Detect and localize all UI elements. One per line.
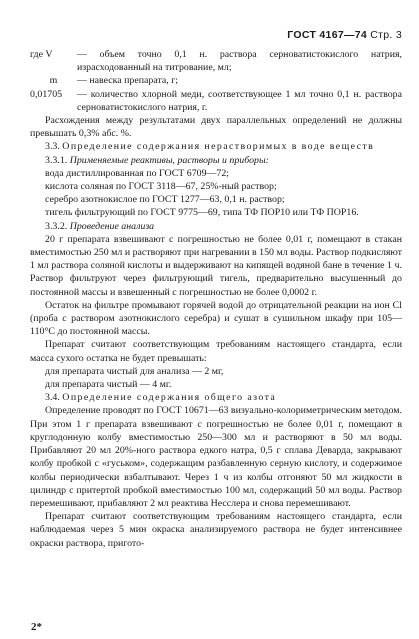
section-number: 3.3.1. xyxy=(45,154,68,166)
section-3-3-2-heading xyxy=(30,220,402,233)
limit-item: для препарата чистый для анализа — 2 мг, xyxy=(45,365,224,377)
definition-term: 0,01705 xyxy=(30,88,63,100)
reagent-item: серебро азотнокислое по ГОСТ 1277—63, 0,1 н. раствор; xyxy=(45,194,285,206)
section-number: 3.3. xyxy=(45,141,60,153)
definition-text: — объем точно 0,1 н. раствора сернoватистокислого натрия, израсходованный на титрование, мл; xyxy=(77,49,402,74)
definition-text: — количество хлорной меди, соответствующее 1 мл точно 0,1 н. раствора сернoватистокислого натрия, г. xyxy=(77,88,402,113)
section-3-3-1-heading xyxy=(30,154,402,167)
paragraph: Остаток на фильтре промывают горячей водой до отрицательной реакции на ион Cl (проба с раствором азотнокислого серебра) и сушат в сушильном шкафу при 105—110°С до постоянной массы. xyxy=(30,299,402,338)
page-body xyxy=(30,48,402,550)
limit-item: для препарата чистый — 4 мг. xyxy=(45,379,172,391)
section-title: Определение содержания нерастворимых в воде веществ xyxy=(62,141,375,153)
definition-term: m xyxy=(49,75,58,87)
paragraph: Препарат считают соответствующим требованиям настоящего стандарта, если наблюдаемая через 5 мин окраска анализируемого раствора не будет интенсивнее окраски раствора, пригото- xyxy=(30,511,402,549)
page-number: Стр. 3 xyxy=(370,29,402,41)
section-title: Определение содержания общего азота xyxy=(62,392,277,404)
reagent-item: вода дистиллированная по ГОСТ 6709—72; xyxy=(45,167,230,179)
tolerance-note: Расхождения между результатами двух параллельных определений не должны превышать 0,3% абс. %. xyxy=(30,115,402,140)
page-header xyxy=(287,29,402,42)
reagent-item: кислота соляная по ГОСТ 3118—67, 25%-ный раствор; xyxy=(45,181,277,193)
section-number: 3.4. xyxy=(45,392,60,404)
paragraph: Определение проводят по ГОСТ 10671—63 визуально-колориметрическим методом. При этом 1 г препарата взвешивают с погрешностью не более 0,01 г, помещают в круглодонную колбу вместимостью 250—300 мл и растворяют в 50 мл воды. Прибавляют 20 мл 20%-ного раствора едкого натра, 0,5 г сплава Деварда, закрывают колбу пробкой с «гуськом», содержащим разбавленную серную кислоту, и содержимое колбы периодически взбалтывают. Через 1 ч из колбы отгоняют 50 мл жидкости в цилиндр с притертой пробкой вместимостью 100 мл, содержащий 50 мл воды. Раствор перемешивают, прибавляют 2 мл реактива Несслера и снова перемешивают. xyxy=(30,405,402,509)
definition-term: где V xyxy=(30,49,53,60)
definition-text: — навеска препарата, г; xyxy=(77,75,179,87)
paragraph: Препарат считают соответствующим требованиям настоящего стандарта, если масса сухого остатка не будет превышать: xyxy=(30,339,402,364)
definition-v xyxy=(30,48,402,74)
signature-mark: 2* xyxy=(31,621,42,633)
section-title: Применяемые реактивы, растворы и приборы: xyxy=(69,154,269,166)
section-number: 3.3.2. xyxy=(45,220,68,232)
definition-m xyxy=(30,74,402,87)
reagent-item: тигель фильтрующий по ГОСТ 9775—69, типа ТФ ПОР10 или ТФ ПОР16. xyxy=(45,207,359,219)
section-3-4-heading xyxy=(30,391,402,404)
section-3-3-heading xyxy=(30,140,402,153)
section-title: Проведение анализа xyxy=(69,220,155,232)
standard-number: ГОСТ 4167—74 xyxy=(287,29,368,41)
definition-coefficient xyxy=(30,88,402,114)
paragraph: 20 г препарата взвешивают с погрешностью не более 0,01 г, помещают в стакан вместимостью 250 мл и растворяют при нагревании в 150 мл воды. Раствор подкисляют 1 мл раствора соляной кислоты и выдерживают на кипящей водяной бане в течение 1 ч. Раствор фильтруют через фильтрующий тигель, предварительно высушенный до постоянной массы и взвешенный с погрешностью не более 0,0002 г. xyxy=(30,233,402,298)
